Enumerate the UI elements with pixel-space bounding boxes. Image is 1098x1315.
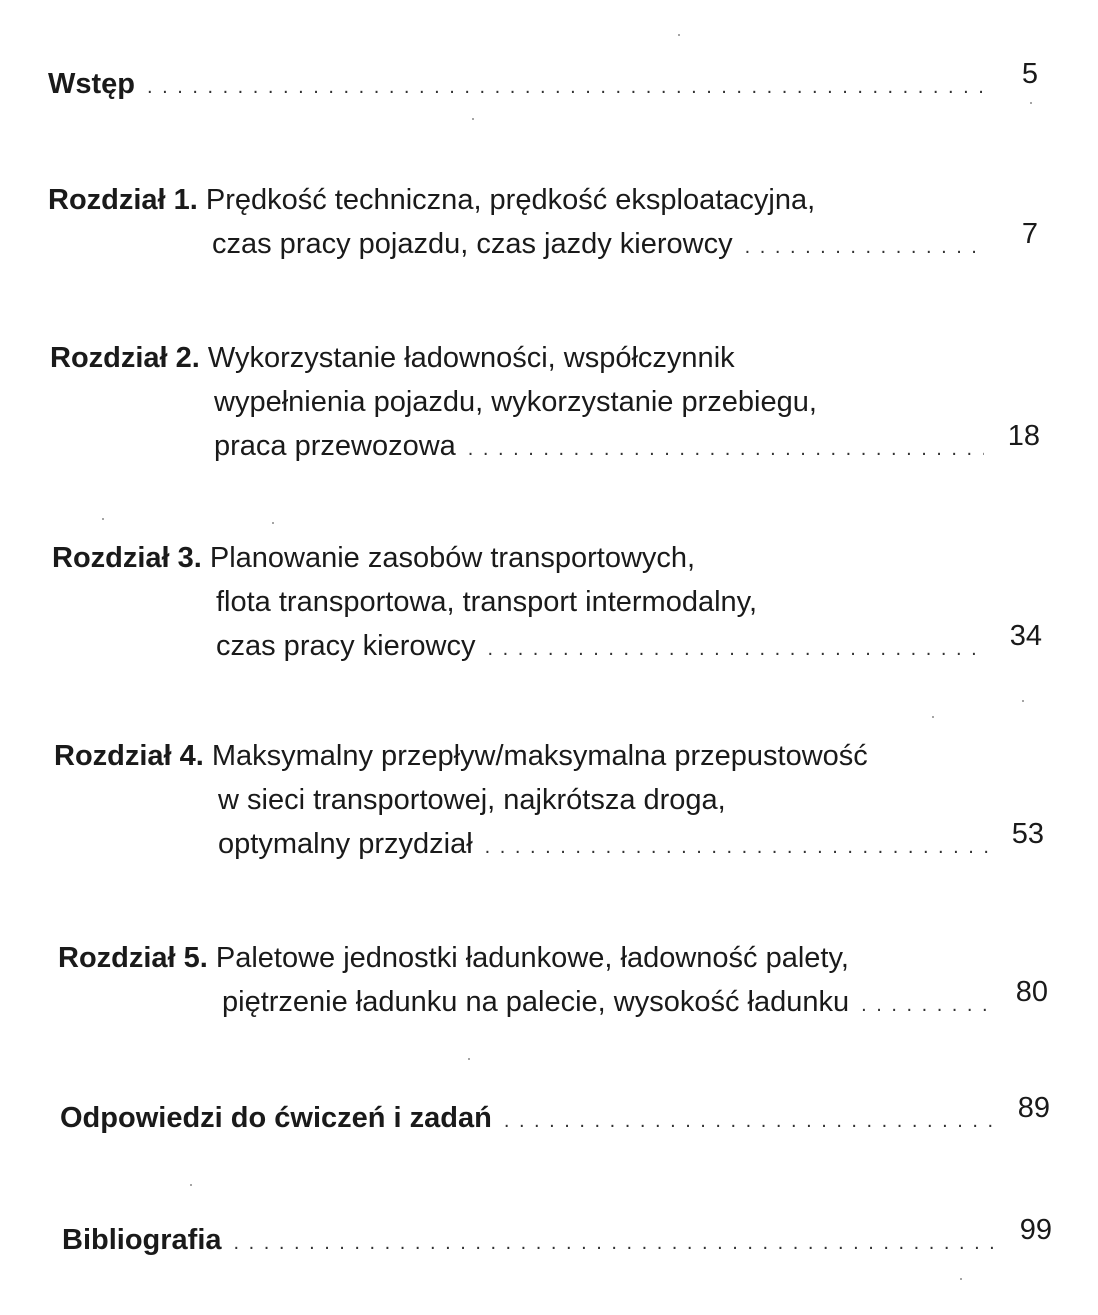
- toc-chapter-title-line: czas pracy pojazdu, czas jazdy kierowcy: [212, 228, 733, 260]
- toc-chapter-title-line: optymalny przydział: [218, 828, 473, 860]
- toc-chapter-page: 18: [1007, 420, 1040, 452]
- toc-chapter-title-line: piętrzenie ładunku na palecie, wysokość ładunku: [222, 986, 850, 1018]
- toc-entry-chapter-3: [52, 536, 1042, 671]
- toc-entry-bibliography: [62, 1214, 1052, 1265]
- toc-entry-chapter-5: [58, 936, 1048, 1027]
- toc-chapter-page: 80: [1015, 976, 1048, 1008]
- toc-chapter-title-line: Maksymalny przepływ/maksymalna przepustowość: [211, 740, 868, 772]
- leader-dots: [147, 65, 982, 109]
- toc-chapter-title-line: Paletowe jednostki ładunkowe, ładowność palety,: [215, 942, 849, 974]
- toc-entry-intro: [48, 58, 1038, 109]
- toc-entry-chapter-2: [50, 336, 1040, 471]
- leader-dots: [234, 1221, 996, 1265]
- toc-intro-page: 5: [1021, 58, 1038, 90]
- leader-dots: [468, 427, 984, 471]
- scan-speck: [678, 34, 680, 36]
- toc-chapter-title-line: Wykorzystanie ładowności, współczynnik: [207, 342, 735, 374]
- toc-bibliography-page: 99: [1019, 1214, 1052, 1246]
- scan-speck: [932, 716, 934, 718]
- toc-chapter-label: Rozdział 4.: [54, 740, 204, 772]
- leader-dots: [745, 225, 982, 269]
- leader-dots: [504, 1099, 994, 1143]
- scan-speck: [960, 1278, 962, 1280]
- toc-entry-chapter-4: [54, 734, 1044, 869]
- scan-speck: [272, 522, 274, 524]
- toc-chapter-label: Rozdział 5.: [58, 942, 208, 974]
- toc-entry-chapter-1: [48, 178, 1038, 269]
- toc-chapter-title-line: czas pracy kierowcy: [216, 630, 476, 662]
- toc-chapter-label: Rozdział 1.: [48, 184, 198, 216]
- toc-chapter-label: Rozdział 2.: [50, 342, 200, 374]
- toc-chapter-title-line: wypełnienia pojazdu, wykorzystanie przebiegu,: [214, 386, 817, 418]
- toc-bibliography-label: Bibliografia: [62, 1224, 222, 1256]
- scan-speck: [1022, 700, 1024, 702]
- toc-chapter-title-line: Prędkość techniczna, prędkość eksploatacyjna,: [205, 184, 816, 216]
- leader-dots: [487, 627, 986, 671]
- toc-chapter-page: 34: [1009, 620, 1042, 652]
- toc-chapter-label: Rozdział 3.: [52, 542, 202, 574]
- toc-chapter-title-line: praca przewozowa: [214, 430, 456, 462]
- scan-speck: [190, 1184, 192, 1186]
- scan-speck: [1030, 102, 1032, 104]
- scan-speck: [102, 518, 104, 520]
- toc-chapter-page: 7: [1021, 218, 1038, 250]
- leader-dots: [861, 983, 992, 1027]
- toc-chapter-title-line: Planowanie zasobów transportowych,: [209, 542, 696, 574]
- toc-intro-label: Wstęp: [48, 68, 135, 100]
- toc-answers-page: 89: [1017, 1092, 1050, 1124]
- scan-speck: [468, 1058, 470, 1060]
- toc-chapter-title-line: w sieci transportowej, najkrótsza droga,: [218, 784, 726, 816]
- toc-answers-label: Odpowiedzi do ćwiczeń i zadań: [60, 1102, 492, 1134]
- scan-speck: [472, 118, 474, 120]
- leader-dots: [485, 825, 988, 869]
- toc-entry-answers: [60, 1092, 1050, 1143]
- toc-chapter-title-line: flota transportowa, transport intermodalny,: [216, 586, 758, 618]
- toc-chapter-page: 53: [1011, 818, 1044, 850]
